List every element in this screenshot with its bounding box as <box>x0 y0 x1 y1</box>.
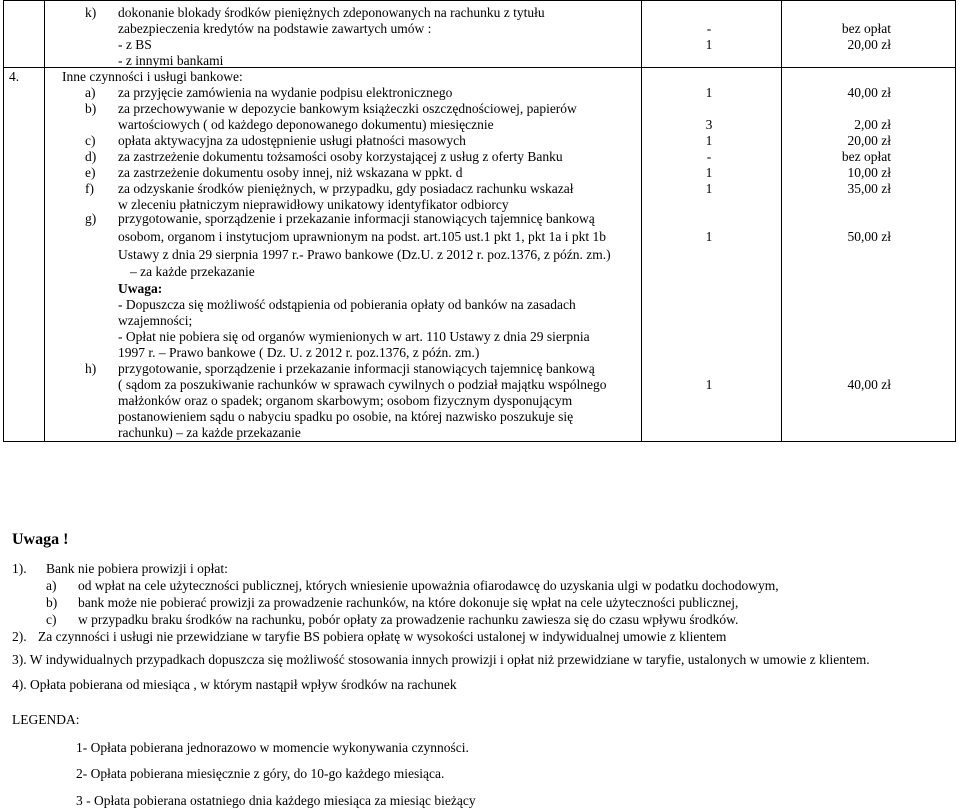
row-k-line-2: zabezpieczenia kredytów na podstawie zawartych umów : <box>118 21 432 36</box>
legend-item-3: 3 - Opłata pobierana ostatniego dnia każdego miesiąca za miesiąc bieżący <box>76 793 476 808</box>
section-4-number: 4. <box>9 69 20 84</box>
row-k-line-3: - z BS <box>118 37 152 52</box>
item-g-line-6: - Dopuszcza się możliwość odstąpienia od pobierania opłaty od banków na zasadach <box>118 297 576 312</box>
item-h-line-5: rachunku) – za każde przekazanie <box>118 425 301 440</box>
item-h-line-2: ( sądom za poszukiwanie rachunków w sprawach cywilnych o podział majątku wspólnego <box>118 377 607 392</box>
item-b-line-2: wartościowych ( od każdego deponowanego dokumentu) miesięcznie <box>118 117 494 132</box>
row-k-unit-2: 1 <box>705 37 713 52</box>
item-h-line-3: małżonków oraz o spadek; organom skarbowym; osobom fizycznym dysponującym <box>118 393 573 408</box>
note-1c-text: w przypadku braku środków na rachunku, pobór opłaty za prowadzenie rachunku zawiesza się do czasu wpływu środków. <box>78 612 739 627</box>
item-h-unit: 1 <box>705 377 713 392</box>
row-k-label: k) <box>85 5 97 20</box>
item-e-price: 10,00 zł <box>847 165 891 180</box>
note-1a-label: a) <box>46 578 57 593</box>
item-g-line-1: przygotowanie, sporządzenie i przekazanie informacji stanowiących tajemnicę bankową <box>118 211 595 226</box>
note-1-text: Bank nie pobiera prowizji i opłat: <box>46 561 228 576</box>
note-1b-label: b) <box>46 595 58 610</box>
legend-item-2: 2- Opłata pobierana miesięcznie z góry, do 10-go każdego miesiąca. <box>76 766 445 781</box>
item-g-line-9: 1997 r. – Prawo bankowe ( Dz. U. z 2012 r. poz.1376, z późn. zm.) <box>118 345 480 360</box>
item-a-price: 40,00 zł <box>847 85 891 100</box>
item-e-text: za zastrzeżenie dokumentu osoby innej, niż wskazana w ppkt. d <box>118 165 463 180</box>
item-f-line-1: za odzyskanie środków pieniężnych, w przypadku, gdy posiadacz rachunku wskazał <box>118 181 574 196</box>
item-g-line-3: Ustawy z dnia 29 sierpnia 1997 r.- Prawo bankowe (Dz.U. z 2012 r. poz.1376, z późn. zm.) <box>118 247 611 262</box>
item-b-line-1: za przechowywanie w depozycie bankowym książeczki oszczędnościowej, papierów <box>118 101 577 116</box>
item-b-price: 2,00 zł <box>854 117 891 132</box>
note-1-label: 1). <box>12 561 27 576</box>
item-g-line-7: wzajemności; <box>118 313 193 328</box>
row-k-line-4: - z innymi bankami <box>118 53 224 68</box>
item-g-note-heading: Uwaga: <box>118 281 163 296</box>
item-g-line-4: – za każde przekazanie <box>130 264 255 279</box>
item-c-unit: 1 <box>705 133 713 148</box>
item-f-unit: 1 <box>705 181 713 196</box>
item-a-text: za przyjęcie zamówienia na wydanie podpisu elektronicznego <box>118 85 453 100</box>
item-d-label: d) <box>85 149 97 164</box>
note-1c-label: c) <box>46 612 57 627</box>
notes-heading: Uwaga ! <box>12 531 69 548</box>
item-g-label: g) <box>85 211 97 226</box>
note-2-label: 2). <box>12 629 27 644</box>
legend-item-1: 1- Opłata pobierana jednorazowo w momencie wykonywania czynności. <box>76 740 469 755</box>
note-2-text: Za czynności i usługi nie przewidziane w taryfie BS pobiera opłatę w wysokości ustalonej w indywidualnej umowie z klientem <box>38 629 727 644</box>
item-d-text: za zastrzeżenie dokumentu tożsamości osoby korzystającej z usług z oferty Banku <box>118 149 563 164</box>
item-g-line-2: osobom, organom i instytucjom uprawnionym na podst. art.105 ust.1 pkt 1, pkt 1a i pkt 1b <box>118 229 606 244</box>
item-f-price: 35,00 zł <box>847 181 891 196</box>
note-1a-text: od wpłat na cele użyteczności publicznej, których wniesienie upoważnia ofiarodawcę do uzyskania ulgi w podatku dochodowym, <box>78 578 779 593</box>
row-k-price-2: 20,00 zł <box>847 37 891 52</box>
item-c-label: c) <box>85 133 96 148</box>
legend-title: LEGENDA: <box>12 712 80 727</box>
item-e-unit: 1 <box>705 165 713 180</box>
item-g-line-8: - Opłat nie pobiera się od organów wymienionych w art. 110 Ustawy z dnia 29 sierpnia <box>118 329 590 344</box>
note-1b-text: bank może nie pobierać prowizji za prowadzenie rachunków, na które dokonuje się wpłat na cele użyteczności publicznej, <box>78 595 739 610</box>
table-top-border <box>3 0 956 1</box>
note-4: 4). Opłata pobierana od miesiąca , w którym nastąpił wpływ środków na rachunek <box>12 677 457 692</box>
item-d-unit: - <box>706 149 712 164</box>
item-h-price: 40,00 zł <box>847 377 891 392</box>
item-a-label: a) <box>85 85 96 100</box>
item-h-line-1: przygotowanie, sporządzenie i przekazanie informacji stanowiących tajemnicę bankową <box>118 361 595 376</box>
note-3: 3). W indywidualnych przypadkach dopuszcza się możliwość stosowania innych prowizji i opłat niż przewidziane w taryfie, ustalonych w umowie z klientem. <box>12 652 870 667</box>
item-e-label: e) <box>85 165 96 180</box>
item-h-label: h) <box>85 361 97 376</box>
item-h-line-4: postanowieniem sądu o nabyciu spadku po osobie, na której nazwisko poszukuje się <box>118 409 574 424</box>
item-g-price: 50,00 zł <box>847 229 891 244</box>
section-4-title: Inne czynności i usługi bankowe: <box>62 69 243 84</box>
item-b-unit: 3 <box>705 117 713 132</box>
item-f-line-2: w zleceniu płatniczym nieprawidłowy unikatowy identyfikator odbiorcy <box>118 197 509 212</box>
row-k-price-1: bez opłat <box>841 21 891 36</box>
item-a-unit: 1 <box>705 85 713 100</box>
item-d-price: bez opłat <box>841 149 891 164</box>
item-b-label: b) <box>85 101 97 116</box>
item-g-unit: 1 <box>705 229 713 244</box>
row-k-line-1: dokonanie blokady środków pieniężnych zdeponowanych na rachunku z tytułu <box>118 5 545 20</box>
row-k-unit-1: - <box>706 21 712 36</box>
item-c-price: 20,00 zł <box>847 133 891 148</box>
item-f-label: f) <box>85 181 94 196</box>
table-bottom-border <box>3 441 956 442</box>
item-c-text: opłata aktywacyjna za udostępnienie usługi płatności masowych <box>118 133 466 148</box>
